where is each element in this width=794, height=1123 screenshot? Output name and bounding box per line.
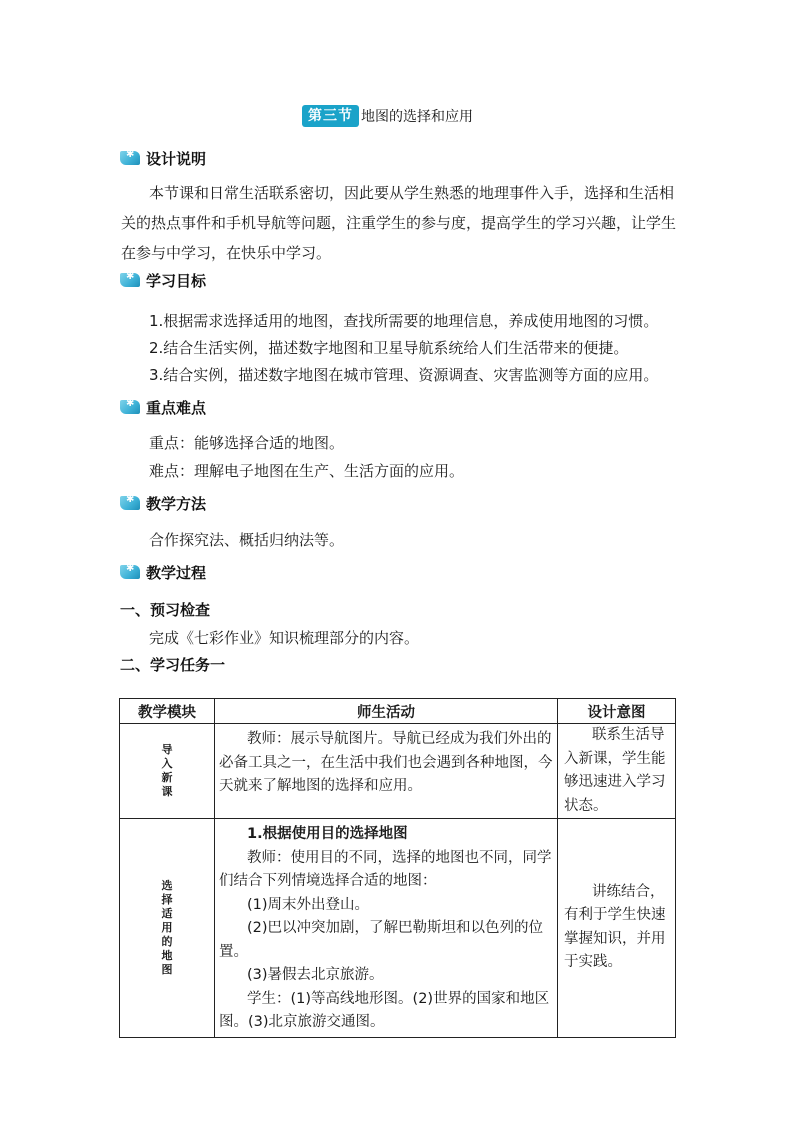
activity-cell: 教师：展示导航图片。导航已经成为我们外出的必备工具之一，在生活中我们也会遇到各种地图，今天就来了解地图的选择和应用。 — [215, 724, 558, 819]
process-heading-text: 教学过程 — [146, 563, 207, 582]
lesson-table — [119, 698, 676, 1038]
activity-cell — [215, 819, 558, 1038]
module-label: 导入新课 — [161, 743, 173, 798]
table-row — [120, 724, 676, 819]
table-row — [120, 819, 676, 1038]
activity-para: 教师：使用目的不同，选择的地图也不同，同学们结合下列情境选择合适的地图： — [219, 849, 552, 889]
book-icon: ✱ — [120, 398, 142, 416]
key-heading-text: 重点难点 — [146, 398, 207, 417]
section-title: 地图的选择和应用 — [361, 109, 473, 125]
module-cell — [120, 724, 215, 819]
book-icon: ✱ — [120, 149, 142, 167]
process-heading — [120, 561, 206, 583]
method-text: 合作探究法、概括归纳法等。 — [149, 531, 345, 549]
method-heading — [120, 492, 206, 514]
design-heading — [120, 147, 206, 169]
key-heading — [120, 396, 206, 418]
activity-para: (1)周末外出登山。 — [247, 896, 370, 913]
activity-para: 学生：(1)等高线地形图。(2)世界的国家和地区图。(3)北京旅游交通图。 — [219, 990, 550, 1030]
goal-item: 2.结合生活实例，描述数字地图和卫星导航系统给人们生活带来的便捷。 — [149, 339, 629, 357]
intent-cell: 联系生活导入新课，学生能够迅速进入学习状态。 — [558, 724, 676, 819]
table-header-row — [120, 699, 676, 724]
intent-cell: 讲练结合，有利于学生快速掌握知识，并用于实践。 — [558, 819, 676, 1038]
part2-title: 二、学习任务一 — [120, 656, 226, 674]
activity-para: (2)巴以冲突加剧，了解巴勒斯坦和以色列的位置。 — [219, 920, 544, 960]
design-text: 本节课和日常生活联系密切，因此要从学生熟悉的地理事件入手，选择和生活相关的热点事件和手机导航等问题，注重学生的参与度，提高学生的学习兴趣，让学生在参与中学习，在快乐中学习。 — [121, 184, 677, 262]
key-focus: 重点：能够选择合适的地图。 — [149, 434, 345, 452]
header-module: 教学模块 — [120, 699, 215, 724]
activity-para: (3)暑假去北京旅游。 — [247, 967, 384, 983]
header-activity: 师生活动 — [215, 699, 558, 724]
part1-title: 一、预习检查 — [120, 601, 211, 619]
goal-item: 1.根据需求选择适用的地图，查找所需要的地理信息，养成使用地图的习惯。 — [149, 312, 659, 330]
section-title-row — [302, 104, 473, 128]
key-difficulty: 难点：理解电子地图在生产、生活方面的应用。 — [149, 462, 465, 480]
header-intent: 设计意图 — [558, 699, 676, 724]
book-icon: ✱ — [120, 271, 142, 289]
module-label: 选择适用的地图 — [161, 878, 173, 976]
goals-heading — [120, 269, 206, 291]
goals-heading-text: 学习目标 — [146, 271, 207, 290]
activity-subtitle: 1.根据使用目的选择地图 — [247, 826, 408, 842]
book-icon: ✱ — [120, 494, 142, 512]
book-icon: ✱ — [120, 563, 142, 581]
method-heading-text: 教学方法 — [146, 494, 207, 513]
goal-item: 3.结合实例，描述数字地图在城市管理、资源调查、灾害监测等方面的应用。 — [149, 366, 659, 384]
module-cell — [120, 819, 215, 1038]
part1-text: 完成《七彩作业》知识梳理部分的内容。 — [149, 629, 420, 647]
section-badge: 第三节 — [302, 105, 359, 127]
design-heading-text: 设计说明 — [146, 149, 207, 168]
